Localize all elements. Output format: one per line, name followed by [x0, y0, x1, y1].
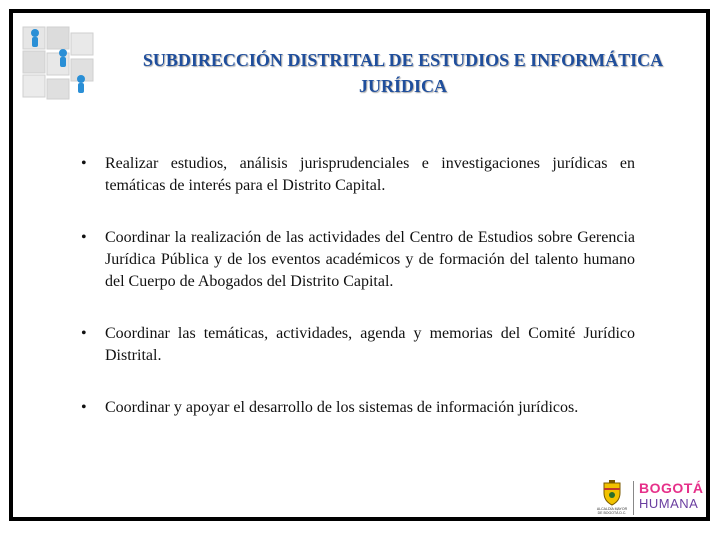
list-item: [79, 227, 635, 293]
bullet-text: Coordinar la realización de las actividades del Centro de Estudios sobre Gerencia Jurídica Pública y de los eventos académicos y de formación del talento humano del Cuerpo de Abogados del Distrito Capital.: [105, 229, 635, 290]
title-line-1: SUBDIRECCIÓN DISTRITAL DE ESTUDIOS E INFORMÁTICA: [142, 50, 664, 70]
logo-divider: [633, 481, 634, 515]
bullet-text: Coordinar y apoyar el desarrollo de los sistemas de información jurídicos.: [105, 399, 579, 416]
bullet-dot: •: [81, 229, 87, 246]
title-line-2: JURÍDICA: [358, 76, 447, 96]
bullet-dot: •: [81, 155, 87, 172]
puzzle-people-icon: [21, 23, 99, 103]
coat-of-arms-icon: [601, 479, 623, 507]
bullet-text: Coordinar las temáticas, actividades, agenda y memorias del Comité Jurídico Distrital.: [105, 325, 635, 364]
bullet-text: Realizar estudios, análisis jurisprudenciales e investigaciones jurídicas en temáticas de interés para el Distrito Capital.: [105, 155, 635, 194]
list-item: [79, 153, 635, 197]
page-title: [109, 47, 697, 99]
list-item: [79, 397, 635, 419]
slide-frame: [9, 9, 710, 521]
list-item: [79, 323, 635, 367]
bullet-list: [79, 153, 635, 449]
footer-logos: [596, 479, 704, 519]
escudo-caption: ALCALDÍA MAYOR DE BOGOTÁ D.C.: [596, 507, 628, 515]
humana-logo-text: HUMANA: [639, 496, 699, 511]
bullet-dot: •: [81, 325, 87, 342]
bullet-dot: •: [81, 399, 87, 416]
bogota-logo-text: BOGOTÁ: [639, 480, 704, 496]
